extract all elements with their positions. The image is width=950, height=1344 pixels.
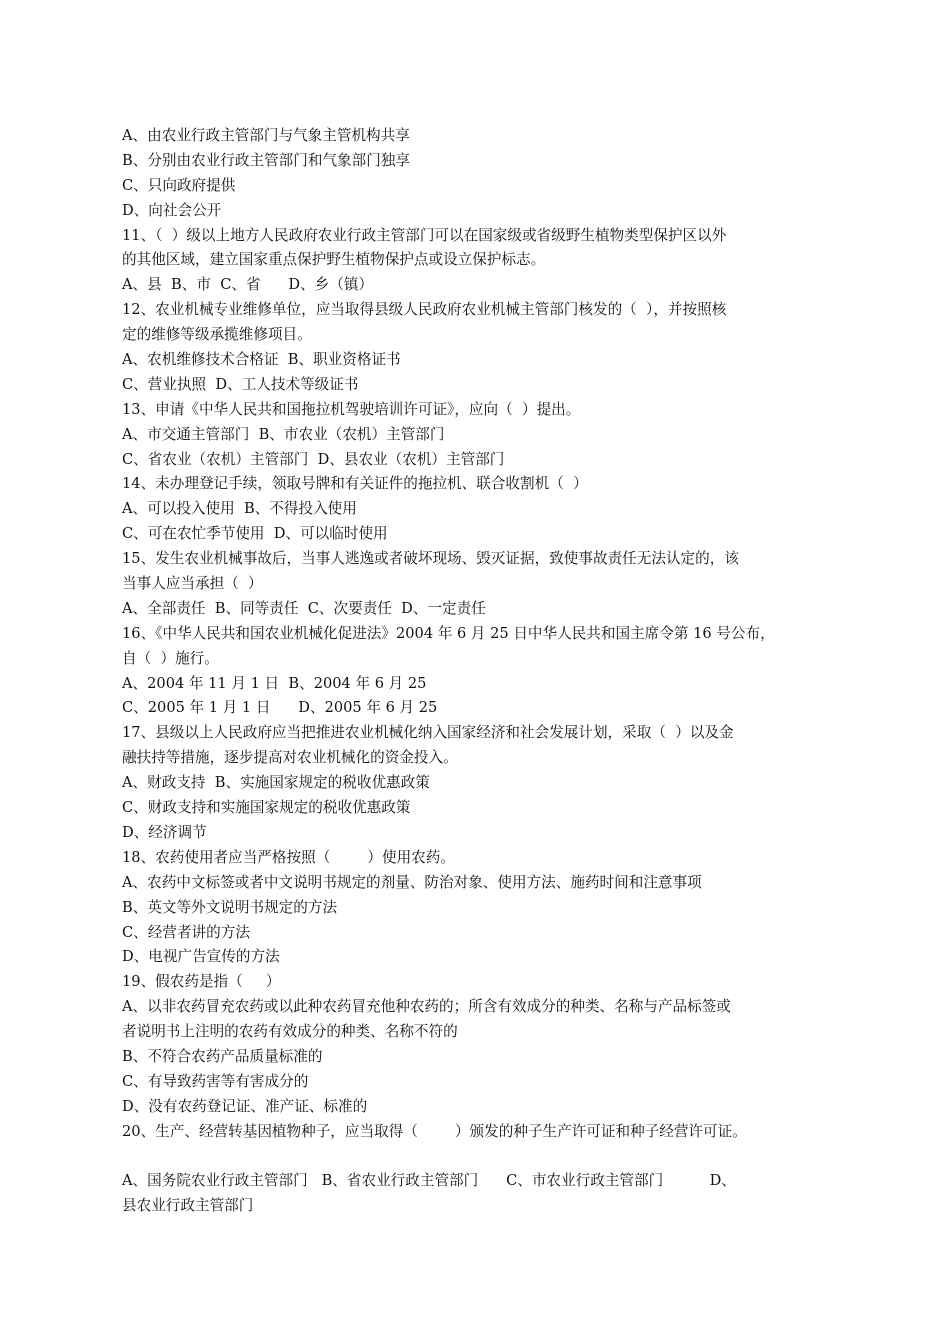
text-line-22: 自（ ）施行。 (122, 649, 219, 667)
text-line-34: D、电视广告宣传的方法 (122, 948, 280, 966)
text-line-44: 县农业行政主管部门 (122, 1197, 254, 1215)
text-line-21: 16、《中华人民共和国农业机械化促进法》2004 年 6 月 25 日中华人民共和国主席令第 16 号公布， (122, 624, 775, 642)
text-line-16: A、可以投入使用 B、不得投入使用 (122, 500, 357, 518)
text-line-4: D、向社会公开 (122, 201, 222, 219)
text-line-6: 的其他区域，建立国家重点保护野生植物保护点或设立保护标志。 (122, 251, 546, 269)
text-line-25: 17、县级以上人民政府应当把推进农业机械化纳入国家经济和社会发展计划，采取（ ）以及金 (122, 724, 734, 742)
text-line-19: 当事人应当承担（ ） (122, 575, 263, 593)
text-line-18: 15、发生农业机械事故后，当事人逃逸或者破坏现场、毁灭证据，致使事故责任无法认定的，该 (122, 550, 739, 568)
text-line-36: A、以非农药冒充农药或以此种农药冒充他种农药的；所含有效成分的种类、名称与产品标签或 (122, 998, 731, 1016)
text-line-12: 13、申请《中华人民共和国拖拉机驾驶培训许可证》，应向（ ）提出。 (122, 400, 581, 418)
text-line-1: A、由农业行政主管部门与气象主管机构共享 (122, 127, 410, 144)
text-line-28: C、财政支持和实施国家规定的税收优惠政策 (122, 799, 411, 817)
text-line-30: 18、农药使用者应当严格按照（ ）使用农药。 (122, 848, 455, 866)
document-page (122, 124, 842, 1219)
text-line-26: 融扶持等措施，逐步提高对农业机械化的资金投入。 (122, 749, 458, 767)
text-line-38: B、不符合农药产品质量标准的 (122, 1047, 323, 1065)
text-line-40: D、没有农药登记证、准产证、标准的 (122, 1097, 368, 1115)
text-line-13: A、市交通主管部门 B、市农业（农机）主管部门 (122, 425, 445, 443)
text-line-15: 14、未办理登记手续，领取号牌和有关证件的拖拉机、联合收割机（ ） (122, 475, 588, 493)
text-line-33: C、经营者讲的方法 (122, 923, 250, 941)
text-line-8: 12、农业机械专业维修单位，应当取得县级人民政府农业机械主管部门核发的（ ），并按照核 (122, 301, 727, 319)
text-line-24: C、2005 年 1 月 1 日 D、2005 年 6 月 25 (122, 699, 438, 717)
blank-line (122, 1145, 842, 1170)
text-line-11: C、营业执照 D、工人技术等级证书 (122, 375, 359, 393)
text-line-7: A、县 B、市 C、省 D、乡（镇） (122, 276, 374, 294)
text-line-32: B、英文等外文说明书规定的方法 (122, 898, 338, 916)
text-line-14: C、省农业（农机）主管部门 D、县农业（农机）主管部门 (122, 450, 505, 468)
text-line-31: A、农药中文标签或者中文说明书规定的剂量、防治对象、使用方法、施药时间和注意事项 (122, 873, 702, 891)
text-line-3: C、只向政府提供 (122, 176, 236, 194)
text-line-10: A、农机维修技术合格证 B、职业资格证书 (122, 351, 401, 369)
text-line-23: A、2004 年 11 月 1 日 B、2004 年 6 月 25 (122, 674, 427, 692)
text-line-29: D、经济调节 (122, 823, 207, 841)
text-line-27: A、财政支持 B、实施国家规定的税收优惠政策 (122, 774, 430, 792)
text-line-41: 20、生产、经营转基因植物种子，应当取得（ ）颁发的种子生产许可证和种子经营许可证。 (122, 1122, 747, 1140)
text-line-20: A、全部责任 B、同等责任 C、次要责任 D、一定责任 (122, 599, 486, 617)
text-line-39: C、有导致药害等有害成分的 (122, 1072, 309, 1090)
text-line-35: 19、假农药是指（ ） (122, 973, 281, 991)
text-line-17: C、可在农忙季节使用 D、可以临时使用 (122, 525, 388, 543)
text-line-9: 定的维修等级承揽维修项目。 (122, 326, 312, 344)
text-line-43: A、国务院农业行政主管部门 B、省农业行政主管部门 C、市农业行政主管部门 D、 (122, 1172, 736, 1190)
text-line-5: 11、（ ）级以上地方人民政府农业行政主管部门可以在国家级或省级野生植物类型保护区以外 (122, 226, 727, 244)
text-line-2: B、分别由农业行政主管部门和气象部门独享 (122, 151, 411, 169)
text-line-37: 者说明书上注明的农药有效成分的种类、名称不符的 (122, 1023, 458, 1041)
